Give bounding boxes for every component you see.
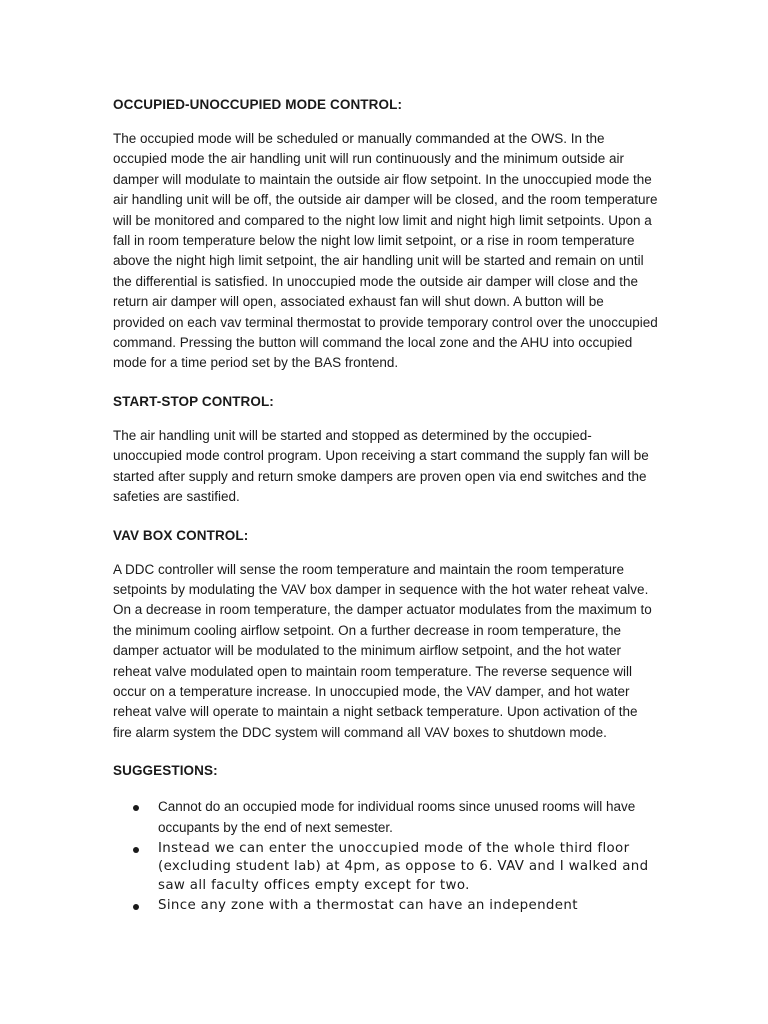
section-heading-occupied-unoccupied: OCCUPIED-UNOCCUPIED MODE CONTROL: [113, 97, 403, 112]
document-body [113, 95, 658, 918]
list-item [113, 897, 658, 915]
bullet-icon [133, 847, 139, 853]
list-item [113, 840, 658, 895]
suggestion-text: Since any zone with a thermostat can have an independent [158, 898, 578, 914]
bullet-icon [133, 805, 139, 811]
suggestions-heading: SUGGESTIONS: [113, 763, 218, 779]
section-heading-vav-box: VAV BOX CONTROL: [113, 527, 249, 543]
bullet-icon [133, 904, 139, 910]
list-item [113, 797, 658, 838]
section-paragraph-occupied-unoccupied: The occupied mode will be scheduled or manually commanded at the OWS. In the occupied mode the air handling unit will run continuously and the minimum outside air damper will modulate to maintain the outside air flow setpoint. In the unoccupied mode the air handling unit will be off, the outside air damper will be closed, and the room temperature will be monitored and compared to the night low limit and night high limit setpoints. Upon a fall in room temperature below the night low limit setpoint, or a rise in room temperature above the night high limit setpoint, the air handling unit will be started and remain on until the differential is satisfied. In unoccupied mode the outside air damper will close and the return air damper will open, associated exhaust fan will shut down. A button will be provided on each vav terminal thermostat to provide temporary control over the unoccupied command. Pressing the button will command the local zone and the AHU into occupied mode for a time period set by the BAS frontend. [113, 131, 658, 371]
suggestion-text: Instead we can enter the unoccupied mode of the whole third floor (excluding student lab) at 4pm, as oppose to 6. VAV and I walked and saw all faculty offices empty except for two. [158, 840, 649, 893]
suggestions-list [113, 797, 658, 915]
section-paragraph-start-stop: The air handling unit will be started and stopped as determined by the occupied-unoccupied mode control program. Upon receiving a start command the supply fan will be started after supply and return smoke dampers are proven open via end switches and the safeties are sastified. [113, 427, 649, 505]
suggestion-text: Cannot do an occupied mode for individual rooms since unused rooms will have occupants by the end of next semester. [158, 799, 636, 835]
section-heading-start-stop: START-STOP CONTROL: [113, 393, 274, 409]
section-paragraph-vav-box: A DDC controller will sense the room temperature and maintain the room temperature setpoints by modulating the VAV box damper in sequence with the hot water reheat valve. On a decrease in room temperature, the damper actuator modulates from the maximum to the minimum cooling airflow setpoint. On a further decrease in room temperature, the damper actuator will be modulated to the minimum airflow setpoint, and the hot water reheat valve modulated open to maintain room temperature. The reverse sequence will occur on a temperature increase. In unoccupied mode, the VAV damper, and hot water reheat valve will operate to maintain a night setback temperature. Upon activation of the fire alarm system the DDC system will command all VAV boxes to shutdown mode. [113, 561, 652, 740]
